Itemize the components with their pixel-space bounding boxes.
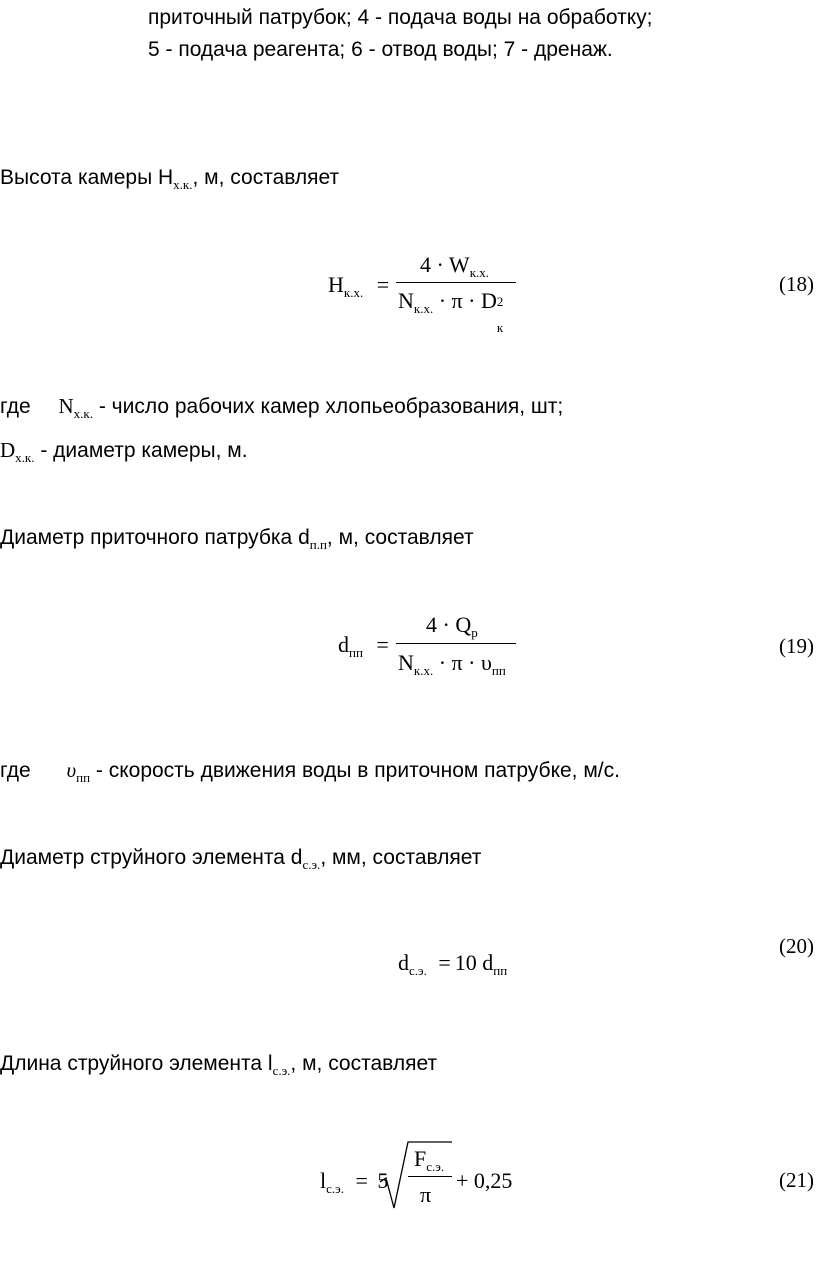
where-v-sub: пп bbox=[76, 770, 91, 785]
caption-line-1: приточный патрубок; 4 - подача воды на обработку; bbox=[148, 6, 653, 29]
eq21-fraction-bar bbox=[408, 1176, 452, 1177]
eq18-lhs: $H_{к.х.}$ = bbox=[328, 272, 390, 300]
where-d-line bbox=[0, 438, 248, 463]
jet-diameter-intro-text: Диаметр струйного элемента d bbox=[0, 846, 303, 869]
diameter-intro-tail: , м, составляет bbox=[326, 526, 474, 549]
eq19-fraction-bar bbox=[396, 643, 516, 644]
where-label: где bbox=[0, 395, 31, 418]
diameter-intro-sub: п.п bbox=[309, 537, 327, 552]
where-v-text: - скорость движения воды в приточном патрубке, м/с. bbox=[90, 759, 620, 782]
jet-diameter-intro-paragraph bbox=[0, 846, 481, 870]
eq19-denominator: $N_{к.х.} \cdot \pi \cdot \upsilon_{пп}$ bbox=[398, 650, 506, 678]
eq18-number: (18) bbox=[779, 272, 814, 296]
height-intro-paragraph bbox=[0, 166, 339, 190]
eq21-numerator: $F_{с.э.}$ bbox=[414, 1146, 445, 1174]
eq21-lhs: $l_{с.э.} = 5$ bbox=[320, 1168, 389, 1196]
eq19-lhs: $d_{пп}$ = bbox=[338, 632, 389, 660]
eq18-numerator: $4 \cdot W_{к.х.}$ bbox=[420, 252, 490, 280]
jet-diameter-intro-tail: , мм, составляет bbox=[320, 846, 482, 869]
eq18-fraction-bar bbox=[396, 282, 516, 283]
height-intro-tail: , м, составляет bbox=[192, 166, 340, 189]
diameter-intro-text: Диаметр приточного патрубка d bbox=[0, 526, 310, 549]
jet-length-intro-text: Длина струйного элемента l bbox=[0, 1052, 273, 1075]
jet-length-intro-sub: с.э. bbox=[272, 1063, 291, 1078]
caption-line-2: 5 - подача реагента; 6 - отвод воды; 7 - дренаж. bbox=[148, 38, 613, 61]
jet-length-intro-paragraph bbox=[0, 1052, 437, 1076]
where-n-text: - число рабочих камер хлопьеобразования, шт; bbox=[93, 395, 564, 418]
where-v-symbol: υ bbox=[66, 758, 77, 782]
where-n-sub: х.к. bbox=[73, 406, 93, 421]
eq21-tail: + 0,25 bbox=[456, 1168, 513, 1193]
where-d-symbol: D bbox=[0, 438, 16, 462]
eq20-body: $d_{с.э.} = 10$ $d_{пп}$ bbox=[398, 950, 508, 978]
where-d-sub: х.к. bbox=[15, 450, 35, 465]
eq21-denominator: π bbox=[420, 1182, 432, 1207]
where-n-line bbox=[0, 394, 563, 419]
where-d-text: - диаметр камеры, м. bbox=[34, 439, 248, 462]
height-intro-text: Высота камеры H bbox=[0, 166, 174, 189]
eq19-numerator: $4 \cdot Q_р$ bbox=[426, 612, 478, 640]
jet-diameter-intro-sub: с.э. bbox=[302, 857, 321, 872]
jet-length-intro-tail: , м, составляет bbox=[290, 1052, 438, 1075]
eq20-number: (20) bbox=[779, 934, 814, 958]
where-v-line bbox=[0, 758, 620, 783]
height-intro-sub: х.к. bbox=[173, 177, 193, 192]
eq19-number: (19) bbox=[779, 634, 814, 658]
where-v-label: где bbox=[0, 759, 31, 782]
diameter-intro-paragraph bbox=[0, 526, 474, 550]
eq21-number: (21) bbox=[779, 1168, 814, 1192]
eq18-denominator: $N_{к.х.} \cdot \pi \cdot D$ 2 к bbox=[398, 288, 504, 335]
where-n-symbol: N bbox=[58, 394, 74, 418]
